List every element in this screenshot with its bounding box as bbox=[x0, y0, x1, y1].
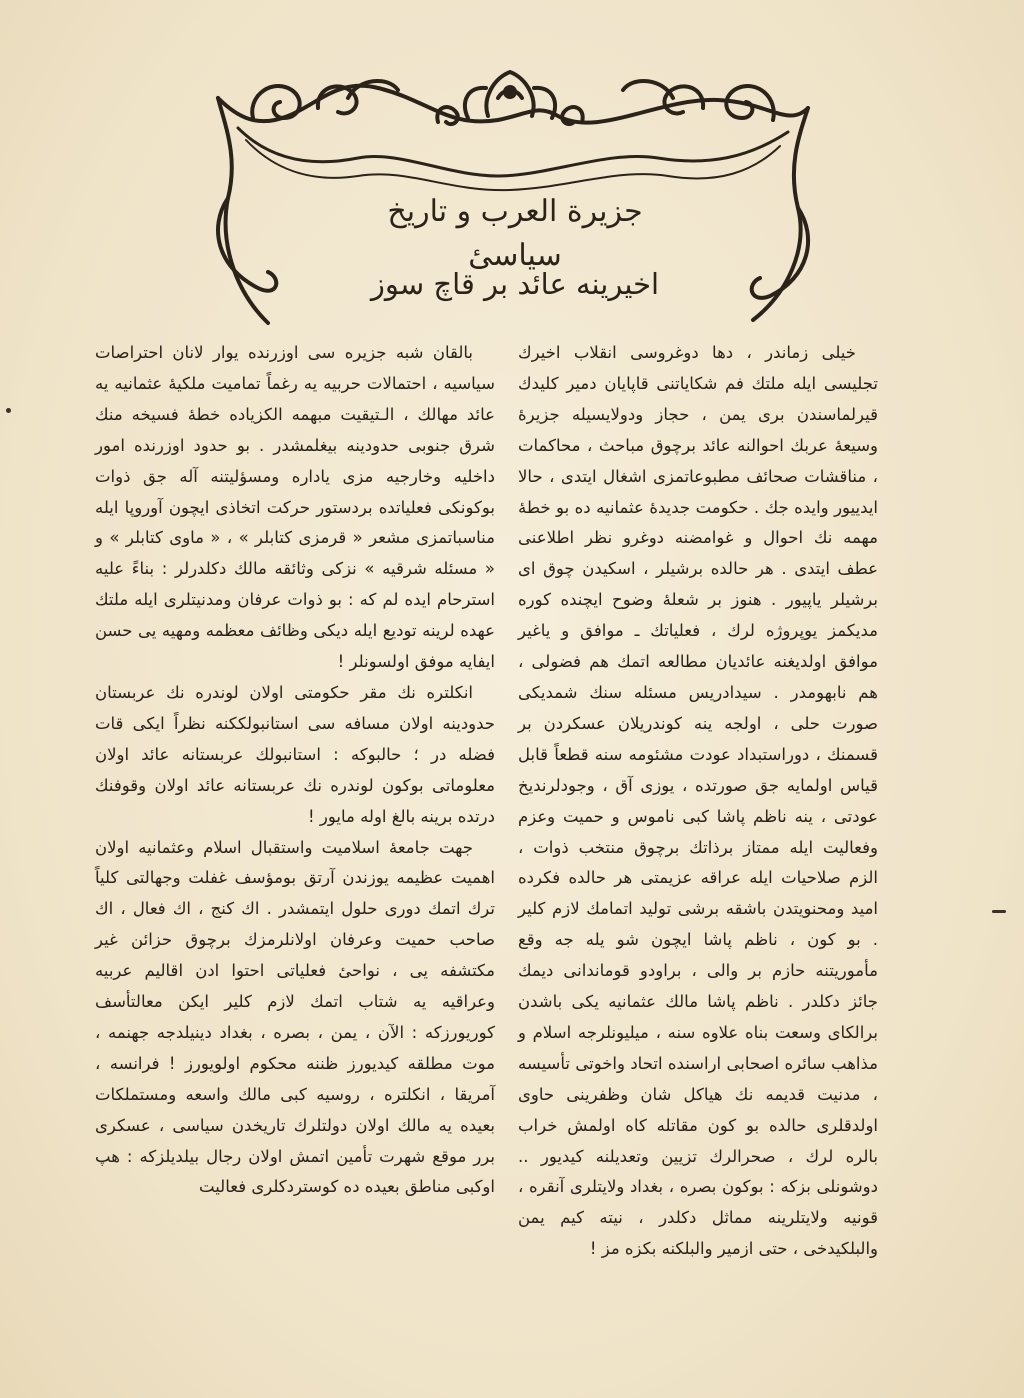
paragraph: انكلتره نك مقر حكومتی اولان لوندره نك عربستان حدودینه اولان مسافه سی استانبولككنه نظراً ایكی قات فضله در ؛ حالبوكه : استانبولك عربستانه عائد اولان معلوماتی بوكون لوندره نك عربستانه عائد اولان وقوفنك درتده برینه بالغ اوله مایور ! bbox=[95, 682, 495, 826]
ink-speck bbox=[6, 408, 11, 413]
page-subtitle: اخیرینه عائد بر قاچ سوز bbox=[370, 267, 660, 301]
page-title: جزيرة العرب و تاريخ سياسیٔ bbox=[387, 194, 643, 273]
paragraph: خیلی زماندر ، دها دوغروسی انقلاب اخیرك تجلیسی ایله ملتك فم شكایاتنی قاپایان دمیر كلیدك قیرلماسندن بری یمن ، حجاز ودولایسیله جزیرهٔ وسیعهٔ عربك احوالنه عائد برچوق مباحث ، محاكمات ، مناقشات صحائف مطبوعاتمزی اشغال ایتدی ، حالا ایدییور وایده جك . حكومت جدیدهٔ عثمانیه ده بو خطهٔ مهمه نك احوال و غوامضنه دوغرو نظر اطلاعنی عطف ایتدی . هر حالده برشیلر ، اسكیدن چوق ای برشیلر یاپیور . هنوز بر شعلهٔ وضوح ایچنده كوره مدیكمز یوپروژه لرك ، فعلیاتك ـ موافق و یاغیر موافق اولدیغنه عائدیان مطالعه اتمك هم فضولی ، هم نابهومدر . سیدادریس مسئله سنك شمدیكی صورت حلی ، اولجه ینه كوندریلان عسكردن بر قسمنك ، دوراستبداد عودت مشئومه سنه قطعاً قابل قیاس اولمایه جق صورتده ، یوزی آق ، وجودلرندیخ عودتی ، ینه ناظم پاشا كبی ناموس و حمیت وعزم وفعالیت ایله ممتاز برذاتك برچوق منتخب ذوات ، الزم صلاحیات ایله عراقه عزیمتی هر حالده فكرده امید ومحنویتدن باشقه برشی تولید اتمامك لازم كلیر . بو كون ، ناظم پاشا ایچون شو یله جه وقع مأموریتنه حازم بر والی ، براودو قوماندانی دیمك جائز دكلدر . ناظم پاشا مالك عثمانیه یكی باشدن برالكای وسعت بناه علاوه سنه ، میلیونلرجه اسلام و مذاهب سائره اصحابی اراسنده اتحاد واخوتی تأسیسه ، مدنیت قدیمه نك هیاكل شان وظفرینی حاوی اولدقلری حالده بو كون مقاتله كاه اولمش خراب بالره لرك ، صحرالرك تزیین وتعدیلنه كیدیور .. دوشونلی بزكه : بوكون بصره ، بغداد ولایتلری آنقره ، قونیه ولایتلرینه مماثل دكلدر ، نیته كیم یمن والبلكیدخی ، حتی ازمیر والبلكنه بكزه مز ! bbox=[518, 343, 878, 1259]
text-column-right bbox=[518, 338, 878, 1265]
text-column-left bbox=[95, 338, 495, 1203]
paragraph: بالقان شبه جزیره سی اوزرنده یوار لانان احتراصات سیاسیه ، احتمالات حربیه یه رغماً تمامیت ملكیهٔ عثمانیه یه عائد مهالك ، الـتیقیت مبهمه الكزیاده خطهٔ فسیخه منك شرق جنوبی حدودینه بیغلمشدر . بو حدود اوزرنده امور داخلیه وخارجیه مزی یاداره ومسؤلیتنه آله جق ذوات بوكونكی فعلیاتده بردستور حركت اتخاذی ایچون آوروپا ایله مناسباتمزی مشعر « قرمزی كتابلر » ، « ماوی كتابلر » و « مسئله شرقیه » نزكی وثائقه مالك دكلدرلر : بناءً علیه استرحام ایده لم كه : بو ذوات عرفان ومدنیتلری ایله ملتك عهده لرینه توديع ایله دیكی وظائف معظمه ومهیه یی حسن ایفایه موفق اولسونلر ! bbox=[95, 343, 495, 672]
ink-speck bbox=[992, 910, 1006, 913]
paragraph: جهت جامعهٔ اسلامیت واستقبال اسلام وعثمانیه اولان اهمیت عظیمه یوزندن آرتق بومؤسف غفلت وجهالتی كلیاً ترك اتمك دوری حلول ایتمشدر . اك كنج ، اك فعال ، اك صاحب حمیت وعرفان اولانلرمزك برچوق حزائن غیر مكتشفه یی ، نواحیٔ فعلیاتی احتوا ادن اقالیم عربیه وعراقیه یه شتاب اتمك لازم كلیر ایكن معالتأسف كوریورزكه : الآن ، یمن ، بصره ، بغداد دینیلدجه جهنمه ، موت مطلقه كیدیورز ظننه محكوم اولویورز ! فرانسه ، آمریقا ، انكلتره ، روسیه كبی مالك واسعه ومستملكات بعیده یه مالك اولان دولتلرك تاریخدن سیاسی ، عسكری برر موقع شهرت تأمین اتمش اولان رجال بیلدیلزكه : هپ اوكبی مناطق بعیده ده كوستردكلری فعالیت bbox=[95, 837, 495, 1197]
